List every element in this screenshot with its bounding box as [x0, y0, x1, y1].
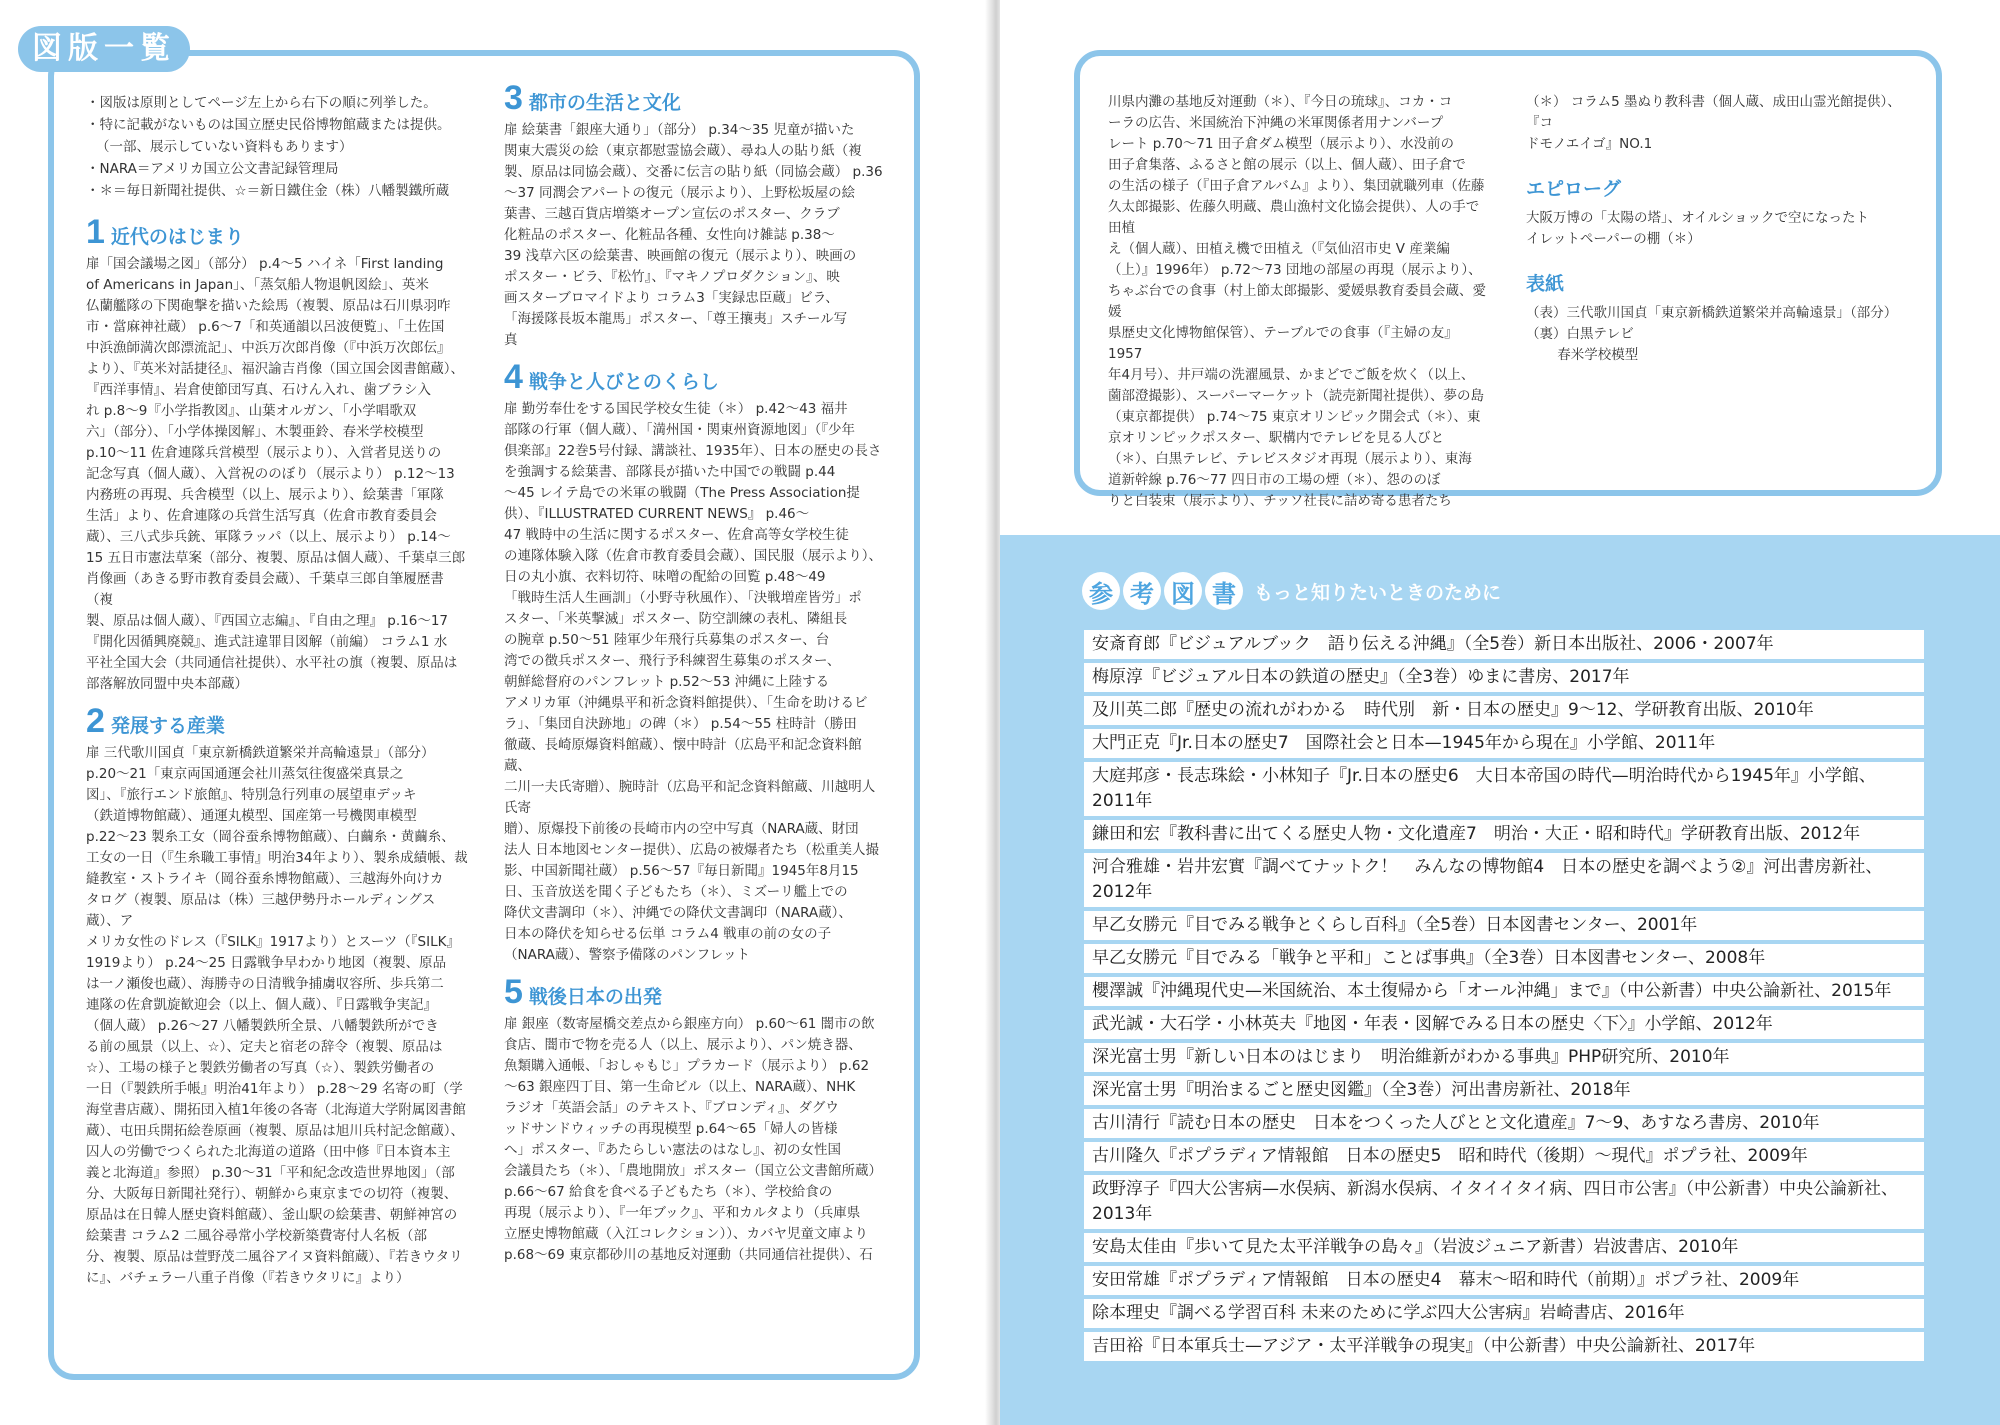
entry-line: （＊）、白黒テレビ、テレビスタジオ再現（展示より）、東海	[1108, 451, 1472, 467]
entry-line: p.68〜69 東京都砂川の基地反対運動（共同通信社提供）、石	[504, 1247, 873, 1263]
entry-line: 義と北海道』参照） p.30〜31「平和紀念改造世界地図」（部	[86, 1165, 455, 1181]
entry-line: 縫教室・ストライキ（岡谷蚕糸博物館蔵）、三越海外向けカ	[86, 871, 444, 887]
entry-line: 立歴史博物館蔵（入江コレクション））、カバヤ児童文庫より	[504, 1226, 868, 1242]
bibliography-item: 河合雅雄・岩井宏實『調べてナットク！ みんなの博物館4 日本の歴史を調べよう②』河出書房新社、2012年	[1084, 853, 1924, 907]
bibliography-item: 櫻澤誠『沖縄現代史—米国統治、本土復帰から「オール沖縄」まで』（中公新書）中央公論新社、2015年	[1084, 977, 1924, 1006]
entry-line: 『西洋事情』、岩倉使節団写真、石けん入れ、歯ブラシ入	[86, 382, 432, 398]
bibliography-item: 吉田裕『日本軍兵士—アジア・太平洋戦争の現実』（中公新書）中央公論新社、2017年	[1084, 1332, 1924, 1361]
entry-line: 年4月号）、井戸端の洗濯風景、かまどでご飯を炊く（以上、	[1108, 367, 1475, 383]
entry-line: 15 五日市憲法草案（部分、複製、原品は個人蔵）、千葉卓三郎	[86, 550, 466, 566]
note-line: ・＊＝毎日新聞社提供、☆＝新日鐵住金（株）八幡製鐵所蔵	[86, 183, 450, 199]
entry-line: 〜37 同潤会アパートの復元（展示より）、上野松坂屋の絵	[504, 185, 856, 201]
entry-line: の生活の様子（『田子倉アルバム』より）、集団就職列車（佐藤	[1108, 178, 1485, 194]
bibliography-item: 除本理史『調べる学習百科 未来のために学ぶ四大公害病』岩崎書店、2016年	[1084, 1299, 1924, 1328]
entry-line: 〜45 レイテ島での米軍の戦闘（The Press Association提	[504, 485, 860, 501]
bibliography-item: 古川清行『読む日本の歴史 日本をつくった人びとと文化遺産』7〜9、あすなろ書房、2010年	[1084, 1109, 1924, 1138]
entry-line: 川県内灘の基地反対運動（＊）、『今日の琉球』、コカ・コ	[1108, 94, 1453, 110]
bibliography-item: 大門正克『Jr.日本の歴史7 国際社会と日本—1945年から現在』小学館、2011年	[1084, 729, 1924, 758]
entry-line: 日の丸小旗、衣料切符、味噌の配給の回覧 p.48〜49	[504, 569, 826, 585]
entry-line: 一日（『製鉄所手帳』明治41年より） p.28〜29 名寄の町（学	[86, 1081, 463, 1097]
entry-line: p.22〜23 製糸工女（岡谷蚕糸博物館蔵）、白繭糸・黄繭糸、	[86, 829, 455, 845]
section-1-heading	[86, 213, 468, 251]
entry-line: 薗部澄撮影）、スーパーマーケット（読売新聞社提供）、夢の島	[1108, 388, 1484, 404]
entry-line: p.66〜67 給食を食べる子どもたち（＊）、学校給食の	[504, 1184, 833, 1200]
section-2-body	[86, 743, 468, 1289]
bibliography-tagline: もっと知りたいときのために	[1254, 581, 1502, 604]
entry-line: 『開化因循興廃競』、進式註違罪目図解（前編） コラム1 水	[86, 634, 448, 650]
entry-line: of Americans in Japan」、「蒸気船人物退帆図絵」、英米	[86, 277, 429, 293]
section-5-body	[504, 1014, 886, 1266]
right-column-1	[1108, 92, 1488, 512]
entry-line: 二川一夫氏寄贈）、腕時計（広島平和記念資料館蔵、川越明人氏寄	[504, 779, 876, 816]
text-line: （表）三代歌川国貞「東京新橋鉄道繁栄并高輪遠景」（部分）	[1526, 305, 1898, 321]
entry-line: 湾での徴兵ポスター、飛行予科練習生募集のポスター、	[504, 653, 841, 669]
bibliography-item: 深光富士男『明治まるごと歴史図鑑』（全3巻）河出書房新社、2018年	[1084, 1076, 1924, 1105]
entry-line: 「海援隊長坂本龍馬」ポスター、「尊王攘夷」スチール写	[504, 311, 848, 327]
section-title: 近代のはじまり	[110, 226, 244, 248]
entry-line: 日、玉音放送を聞く子どもたち（＊）、ミズーリ艦上での	[504, 884, 848, 900]
entry-line: ポスター・ビラ、『松竹』、『マキノプロダクション』、映	[504, 269, 840, 285]
bibliography-item: 武光誠・大石学・小林英夫『地図・年表・図解でみる日本の歴史〈下〉』小学館、2012年	[1084, 1010, 1924, 1039]
entry-line: （東京都提供） p.74〜75 東京オリンピック開会式（＊）、東	[1108, 409, 1481, 425]
entry-line: ちゃぶ台での食事（村上節太郎撮影、愛媛県教育委員会蔵、愛媛	[1108, 283, 1486, 320]
entry-line: に』、バチェラー八重子肖像（『若きウタリに』より）	[86, 1270, 410, 1286]
section-number: 2	[86, 702, 105, 740]
entry-line: 会議員たち（＊）、「農地開放」ポスター（国立公文書館所蔵）	[504, 1163, 882, 1179]
entry-line: 供）、『ILLUSTRATED CURRENT NEWS』 p.46〜	[504, 506, 810, 522]
entry-line: 連隊の佐倉凱旋歓迎会（以上、個人蔵）、『日露戦争実記』	[86, 997, 437, 1013]
entry-line: 道新幹線 p.76〜77 四日市の工場の煙（＊）、怨ののぼ	[1108, 472, 1441, 488]
entry-line: りと白装束（展示より）、チッソ社長に詰め寄る患者たち	[1108, 493, 1452, 509]
text-line: （裏）白黒テレビ	[1526, 326, 1634, 342]
title-char: 参	[1082, 572, 1120, 610]
entry-line: p.20〜21「東京両国通運会社川蒸気往復盛栄真景之	[86, 766, 404, 782]
entry-line: 県歴史文化博物館保管）、テーブルでの食事（『主婦の友』1957	[1108, 325, 1458, 362]
entry-line: 分、大阪毎日新聞社発行）、朝鮮から東京までの切符（複製、	[86, 1186, 458, 1202]
entry-line: 39 浅草六区の絵葉書、映画館の復元（展示より）、映画の	[504, 248, 857, 264]
section-number: 5	[504, 973, 523, 1011]
bibliography-item: 政野淳子『四大公害病—水俣病、新潟水俣病、イタイイタイ病、四日市公害』（中公新書）中央公論新社、2013年	[1084, 1175, 1924, 1229]
section-3-heading	[504, 79, 886, 117]
entry-line: 原品は在日韓人歴史資料館蔵）、釜山駅の絵葉書、朝鮮神宮の	[86, 1207, 458, 1223]
entry-line: 倶楽部』22巻5号付録、講談社、1935年）、日本の歴史の長さ	[504, 443, 882, 459]
text-line: 大阪万博の「太陽の塔」、オイルショックで空になったト	[1526, 210, 1869, 226]
section-title: 戦争と人びとのくらし	[528, 371, 719, 393]
text-line: イレットペーパーの棚（＊）	[1526, 231, 1701, 247]
entry-line: 徹蔵、長崎原爆資料館蔵）、懐中時計（広島平和記念資料館蔵、	[504, 737, 862, 774]
entry-line: え（個人蔵）、田植え機で田植え（『気仙沼市史 V 産業編	[1108, 241, 1450, 257]
note-line: ・図版は原則としてページ左上から右下の順に列挙した。	[86, 95, 437, 111]
entry-line: ☆）、工場の様子と製鉄労働者の写真（☆）、製鉄労働者の	[86, 1060, 435, 1076]
entry-line: の腕章 p.50〜51 陸軍少年飛行兵募集のポスター、台	[504, 632, 830, 648]
bibliography-title	[1082, 572, 1501, 610]
bibliography-item: 鎌田和宏『教科書に出てくる歴史人物・文化遺産7 明治・大正・昭和時代』学研教育出版、2012年	[1084, 820, 1924, 849]
epilogue-text	[1526, 208, 1906, 250]
entry-line: 生活」より、佐倉連隊の兵営生活写真（佐倉市教育委員会	[86, 508, 437, 524]
entry-line: （鉄道博物館蔵）、通運丸模型、国産第一号機関車模型	[86, 808, 417, 824]
entry-line: 贈）、原爆投下前後の長崎市内の空中写真（NARA蔵、財団	[504, 821, 859, 837]
entry-line: 肖像画（あきる野市教育委員会蔵）、千葉卓三郎自筆履歴書（複	[86, 571, 444, 608]
title-char: 図	[1164, 572, 1202, 610]
entry-line: アメリカ軍（沖縄県平和祈念資料館提供）、「生命を助けるビ	[504, 695, 868, 711]
entry-line: 画スターブロマイドより コラム3「実録忠臣蔵」ビラ、	[504, 290, 839, 306]
entry-line: 図」、『旅行エンド旅館』、特別急行列車の展望車デッキ	[86, 787, 417, 803]
entry-line: より）、『英米対話捷径』、福沢諭吉肖像（国立国会図書館蔵）、	[86, 361, 464, 377]
text-line: （＊） コラム5 墨ぬり教科書（個人蔵、成田山霊光館提供）、『コ	[1526, 94, 1901, 131]
entry-line: 扉 三代歌川国貞「東京新橋鉄道繁栄并高輪遠景」（部分）	[86, 745, 435, 761]
section-number: 3	[504, 79, 523, 117]
section-3-body	[504, 120, 886, 351]
entry-line: 影、中国新聞社蔵） p.56〜57『毎日新聞』1945年8月15	[504, 863, 859, 879]
section-number: 1	[86, 213, 105, 251]
entry-line: 扉 絵葉書「銀座大通り」（部分） p.34〜35 児童が描いた	[504, 122, 855, 138]
bibliography-list	[1084, 630, 1924, 1365]
notes	[86, 92, 468, 202]
entry-line: 製、原品は同協会蔵）、交番に伝言の貼り紙（同協会蔵） p.36	[504, 164, 883, 180]
entry-line: ーラの広告、米国統治下沖縄の米軍関係者用ナンバープ	[1108, 115, 1444, 131]
cover-heading: 表紙	[1526, 273, 1565, 295]
entry-line: 囚人の労働でつくられた北海道の道路（田中修『日本資本主	[86, 1144, 451, 1160]
entry-line: 食店、闇市で物を売る人（以上、展示より）、パン焼き器、	[504, 1037, 862, 1053]
left-column	[86, 92, 468, 1289]
entry-line: 扉 勤労奉仕をする国民学校女生徒（＊） p.42〜43 福井	[504, 401, 848, 417]
entry-line: レート p.70〜71 田子倉ダム模型（展示より）、水没前の	[1108, 136, 1455, 152]
entry-line: 市・當麻神社蔵） p.6〜7「和英通韻以呂波便覧」、「土佐国	[86, 319, 445, 335]
entry-line: 日本の降伏を知らせる伝単 コラム4 戦車の前の女の子	[504, 926, 832, 942]
entry-line: 降伏文書調印（＊）、沖縄での降伏文書調印（NARA蔵）、	[504, 905, 852, 921]
entry-line: 仏蘭艦隊の下関砲撃を描いた絵馬（複製、原品は石川県羽咋	[86, 298, 451, 314]
epilogue-heading: エピローグ	[1526, 178, 1622, 200]
entry-line: 分、複製、原品は萱野茂二風谷アイヌ資料館蔵）、『若きウタリ	[86, 1249, 463, 1265]
entry-line: 関東大震災の絵（東京都慰霊協会蔵）、尋ね人の貼り紙（複	[504, 143, 862, 159]
entry-line: 部隊の行軍（個人蔵）、「満州国・関東州資源地図」（『少年	[504, 422, 855, 438]
bibliography-item: 大庭邦彦・長志珠絵・小林知子『Jr.日本の歴史6 大日本帝国の時代—明治時代から1945年』小学館、2011年	[1084, 762, 1924, 816]
entry-line: 平社全国大会（共同通信社提供）、水平社の旗（複製、原品は	[86, 655, 458, 671]
entry-line: 久太郎撮影、佐藤久明蔵、農山漁村文化協会提供）、人の手で田植	[1108, 199, 1480, 236]
entry-line: ラ」、「集団自決跡地」の碑（＊） p.54〜55 柱時計（勝田	[504, 716, 857, 732]
section-5-heading	[504, 973, 886, 1011]
entry-line: 六」（部分）、「小学体操図解」、木製亜鈴、春米学校模型	[86, 424, 424, 440]
entry-line: 真	[504, 332, 518, 348]
bibliography-item: 及川英二郎『歴史の流れがわかる 時代別 新・日本の歴史』9〜12、学研教育出版、2010年	[1084, 696, 1924, 725]
entry-line: 47 戦時中の生活に関するポスター、佐倉高等女学校生徒	[504, 527, 849, 543]
entry-line: 製、原品は個人蔵）、『西国立志編』、『自由之理』 p.16〜17	[86, 613, 449, 629]
section-4-body	[504, 399, 886, 966]
entry-line: 扉 銀座（数寄屋橋交差点から銀座方向） p.60〜61 闇市の飲	[504, 1016, 875, 1032]
entry-line: 内務班の再現、兵舎模型（以上、展示より）、絵葉書「軍隊	[86, 487, 444, 503]
entry-line: ッドサンドウィッチの再現模型 p.64〜65「婦人の皆様	[504, 1121, 838, 1137]
bibliography-item: 安島太佳由『歩いて見た太平洋戦争の島々』（岩波ジュニア新書）岩波書店、2010年	[1084, 1233, 1924, 1262]
section-title: 都市の生活と文化	[528, 92, 681, 114]
entry-line: 扉「国会議場之図」（部分） p.4〜5 ハイネ「First landing	[86, 256, 444, 272]
title-char: 書	[1205, 572, 1243, 610]
bibliography-item: 梅原淳『ビジュアル日本の鉄道の歴史』（全3巻）ゆまに書房、2017年	[1084, 663, 1924, 692]
section-2-heading	[86, 702, 468, 740]
entry-line: 絵葉書 コラム2 二風谷尋常小学校新築費寄付人名板（部	[86, 1228, 428, 1244]
entry-line: へ」ポスター、『あたらしい憲法のはなし』、初の女性国	[504, 1142, 841, 1158]
bibliography-item: 早乙女勝元『目でみる「戦争と平和」ことば事典』（全3巻）日本図書センター、2008年	[1084, 944, 1924, 973]
entry-line: 葉書、三越百貨店増築オープン宣伝のポスター、クラブ	[504, 206, 840, 222]
entry-line: メリカ女性のドレス（『SILK』1917より）とスーツ（『SILK』	[86, 934, 460, 950]
entry-line: p.10〜11 佐倉連隊兵営模型（展示より）、入営者見送りの	[86, 445, 442, 461]
entry-line: 蔵）、屯田兵開拓絵巻原画（複製、原品は旭川兵村記念館蔵）、	[86, 1123, 464, 1139]
bibliography-item: 古川隆久『ポプラディア情報館 日本の歴史5 昭和時代（後期）〜現代』ポプラ社、2009年	[1084, 1142, 1924, 1171]
middle-column	[504, 80, 886, 1266]
entry-line: 〜63 銀座四丁目、第一生命ビル（以上、NARA蔵）、NHK	[504, 1079, 856, 1095]
entry-line: 1919より） p.24〜25 日露戦争早わかり地図（複製、原品	[86, 955, 447, 971]
entry-line: 化粧品のポスター、化粧品各種、女性向け雑誌 p.38〜	[504, 227, 835, 243]
entry-line: 記念写真（個人蔵）、入営祝ののぼり（展示より） p.12〜13	[86, 466, 455, 482]
section-4-heading	[504, 358, 886, 396]
entry-line: 中浜漁師満次郎漂流記」、中浜万次郎肖像（『中浜万次郎伝』	[86, 340, 451, 356]
note-line: （一部、展示していない資料もあります）	[96, 139, 353, 155]
bibliography-item: 早乙女勝元『目でみる戦争とくらし百科』（全5巻）日本図書センター、2001年	[1084, 911, 1924, 940]
entry-line: （個人蔵） p.26〜27 八幡製鉄所全景、八幡製鉄所ができ	[86, 1018, 439, 1034]
entry-line: 京オリンピックポスター、駅構内でテレビを見る人びと	[1108, 430, 1445, 446]
entry-line: 蔵）、三八式歩兵銃、軍隊ラッパ（以上、展示より） p.14〜	[86, 529, 451, 545]
bibliography-item: 安田常雄『ポプラディア情報館 日本の歴史4 幕末〜昭和時代（前期）』ポプラ社、2009年	[1084, 1266, 1924, 1295]
bibliography-item: 安斎育郎『ビジュアルブック 語り伝える沖縄』（全5巻）新日本出版社、2006・2007年	[1084, 630, 1924, 659]
entry-line: 再現（展示より）、『一年ブック』、平和カルタより（兵庫県	[504, 1205, 861, 1221]
entry-line: の連隊体験入隊（佐倉市教育委員会蔵）、国民服（展示より）、	[504, 548, 882, 564]
entry-line: 朝鮮総督府のパンフレット p.52〜53 沖縄に上陸する	[504, 674, 830, 690]
entry-line: 部落解放同盟中央本部蔵）	[86, 676, 248, 692]
entry-line: ラジオ「英語会話」のテキスト、『ブロンディ』、ダグウ	[504, 1100, 839, 1116]
section-number: 4	[504, 358, 523, 396]
entry-line: 魚類購入通帳、「おしゃもじ」プラカード（展示より） p.62	[504, 1058, 870, 1074]
section-title: 戦後日本の出発	[528, 986, 662, 1008]
note-line: ・特に記載がないものは国立歴史民俗博物館蔵または提供。	[86, 117, 451, 133]
text-line: ドモノエイゴ』NO.1	[1526, 136, 1653, 152]
entry-line: を強調する絵葉書、部隊長が描いた中国での戦闘 p.44	[504, 464, 836, 480]
entry-line: （NARA蔵）、警察予備隊のパンフレット	[504, 947, 750, 963]
bibliography-item: 深光富士男『新しい日本のはじまり 明治維新がわかる事典』PHP研究所、2010年	[1084, 1043, 1924, 1072]
entry-line: は一ノ瀬俊也蔵）、海勝寺の日清戦争捕虜収容所、歩兵第二	[86, 976, 444, 992]
entry-line: タログ（複製、原品は（株）三越伊勢丹ホールディングス蔵）、ア	[86, 892, 436, 929]
entry-line: 田子倉集落、ふるさと館の展示（以上、個人蔵）、田子倉で	[1108, 157, 1466, 173]
page-title: 図版一覧	[18, 26, 190, 72]
column5-text	[1526, 92, 1906, 155]
note-line: ・NARA＝アメリカ国立公文書記録管理局	[86, 161, 339, 177]
text-line: 春米学校模型	[1526, 347, 1639, 363]
entry-line: 海堂書店蔵）、開拓団入植1年後の各寄（北海道大学附属図書館	[86, 1102, 466, 1118]
entry-line: （上）』1996年） p.72〜73 団地の部屋の再現（展示より）、	[1108, 262, 1482, 278]
cover-text	[1526, 303, 1906, 366]
entry-line: 法人 日本地図センター提供）、広島の被爆者たち（松重美人撮	[504, 842, 880, 858]
entry-line: スター、「米英撃滅」ポスター、防空訓練の表札、隣組長	[504, 611, 848, 627]
section-title: 発展する産業	[110, 715, 225, 737]
entry-line: 「戦時生活人生画訓」（小野寺秋風作）、「決戦増産皆労」ポ	[504, 590, 862, 606]
entry-line: 工女の一日（『生糸職工事情』明治34年より）、製糸成績帳、裁	[86, 850, 468, 866]
right-column-2	[1526, 92, 1906, 366]
entry-line: れ p.8〜9『小学指教図』、山葉オルガン、「小学唱歌双	[86, 403, 417, 419]
section-1-body	[86, 254, 468, 695]
entry-line: る前の風景（以上、☆）、定夫と宿老の辞令（複製、原品は	[86, 1039, 443, 1055]
title-char: 考	[1123, 572, 1161, 610]
